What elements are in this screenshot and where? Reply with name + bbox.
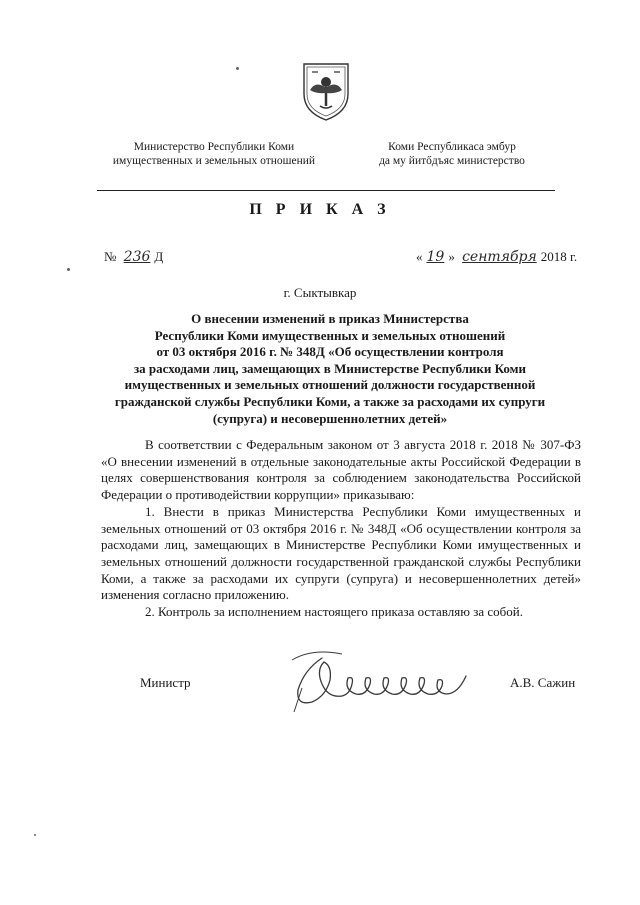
date-open-quote: «: [416, 249, 423, 264]
scan-speck: [67, 268, 70, 271]
city: г. Сыктывкар: [283, 285, 357, 300]
signatory-name: А.В. Сажин: [510, 675, 576, 690]
number-suffix: Д: [154, 249, 164, 264]
org-name-line: Коми Республикаса эмбур: [388, 141, 516, 153]
org-name-line: да му йитőдъяс министерство: [379, 155, 525, 167]
scan-speck: [34, 834, 36, 836]
title-line: Республики Коми имущественных и земельных отношений: [154, 327, 506, 343]
title-line: гражданской службы Республики Коми, а также за расходами их супруги: [114, 393, 546, 409]
scan-speck: [236, 67, 239, 70]
date-month-handwritten: сентября: [462, 249, 537, 265]
org-name-komi: [352, 140, 552, 168]
item-2-paragraph: 2. Контроль за исполнением настоящего приказа оставляю за собой.: [145, 604, 523, 620]
signatory-position: Министр: [140, 675, 191, 690]
coat-of-arms-icon: [298, 60, 354, 122]
title-line: от 03 октября 2016 г. № 348Д «Об осуществлении контроля: [156, 344, 504, 360]
number-prefix: №: [104, 249, 117, 264]
order-body: [101, 437, 581, 621]
preamble-paragraph: В соответствии с Федеральным законом от 3 августа 2018 г. 2018 № 307-ФЗ «О внесении изменений в отдельные законодательные акты Российской Федерации в целях совершенствования контроля за соблюдением законодательства Российской Федерации о противодействии коррупции» приказываю:: [101, 437, 581, 503]
date-year: 2018 г.: [540, 249, 578, 264]
order-title: [80, 311, 580, 427]
document-type-heading: П Р И К А З: [249, 201, 391, 218]
header-divider: [97, 190, 555, 191]
org-name-line: Министерство Республики Коми: [133, 141, 295, 153]
title-line: имущественных и земельных отношений должности государственной: [124, 377, 536, 393]
title-line: (супруга) и несовершеннолетних детей»: [212, 410, 448, 426]
date-close-quote: »: [448, 249, 455, 264]
date-day-handwritten: 19: [426, 249, 445, 265]
order-date: [416, 249, 577, 265]
org-name-line: имущественных и земельных отношений: [112, 155, 316, 167]
number-handwritten: 236: [123, 249, 151, 265]
org-name-russian: [84, 140, 344, 168]
handwritten-signature: [282, 640, 482, 715]
item-1-paragraph: 1. Внести в приказ Министерства Республики Коми имущественных и земельных отношений от 03 октября 2016 г. № 348Д «Об осуществлении контроля за расходами лиц, замещающих в Министерстве Республики Коми имущественных и земельных отношений должности государственной гражданской службы Республики Коми, а также за расходами их супруги (супруга) и несовершеннолетних детей» изменения согласно приложению.: [101, 503, 581, 603]
title-line: за расходами лиц, замещающих в Министерстве Республики Коми: [133, 360, 527, 376]
order-number: [104, 249, 163, 265]
title-line: О внесении изменений в приказ Министерства: [191, 311, 469, 326]
